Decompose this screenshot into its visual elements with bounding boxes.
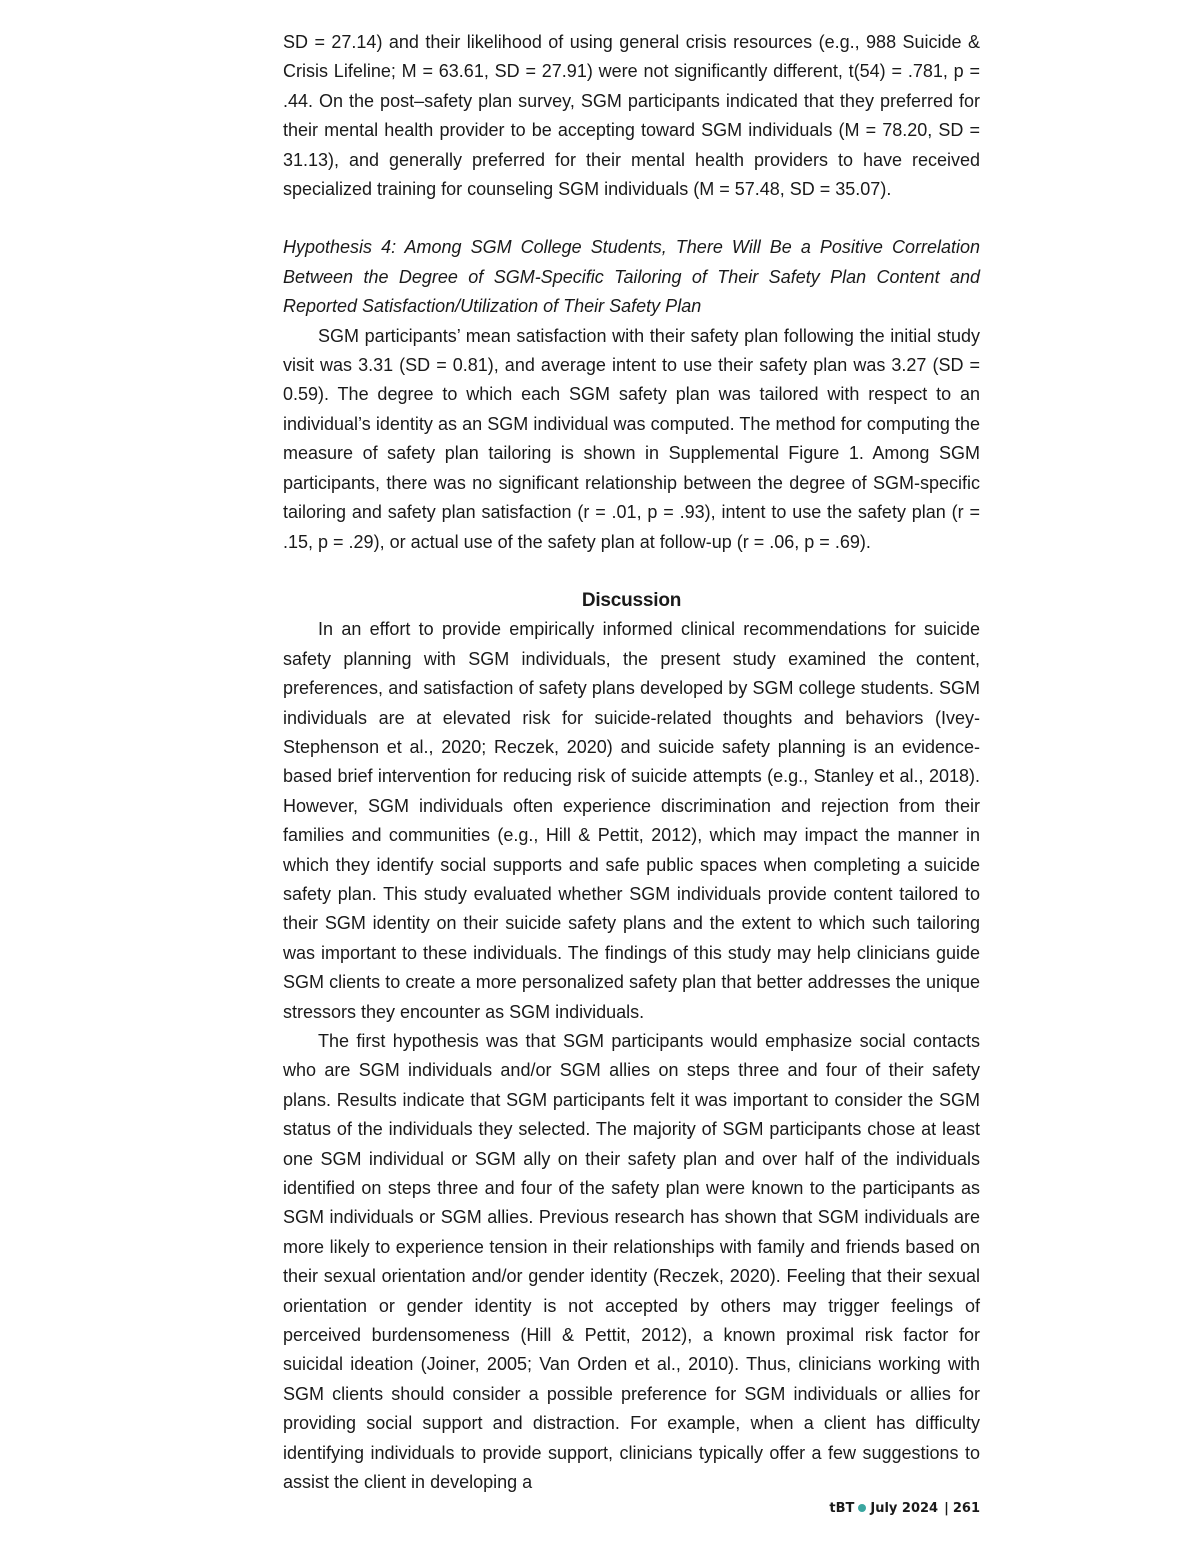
paragraph-hypothesis-4-results: SGM participants’ mean satisfaction with their safety plan following the initial study visit was 3.31 (SD = 0.81), and average intent to use their safety plan was 3.27 (SD = 0.59). The degree to which each SGM safety plan was tailored with respect to an individual’s identity as an SGM individual was computed. The method for computing the measure of safety plan tailoring is shown in Supplemental Figure 1. Among SGM participants, there was no significant relationship between the degree of SGM-specific tailoring and safety plan satisfaction (r = .01, p = .93), intent to use the safety plan (r = .15, p = .29), or actual use of the safety plan at follow-up (r = .06, p = .69). [283,325,980,552]
page-footer [829,1501,980,1516]
paragraph-discussion-hypothesis-1: The first hypothesis was that SGM participants would emphasize social contacts who are SGM individuals and/or SGM allies on steps three and four of their safety plans. Results indicate that SGM participants felt it was important to consider the SGM status of the individuals they selected. The majority of SGM participants chose at least one SGM individual or SGM ally on their safety plan and over half of the individuals identified on steps three and four of the safety plan were known to the participants as SGM individuals or SGM allies. Previous research has shown that SGM individuals are more likely to experience tension in their relationships with family and friends based on their sexual orientation and/or gender identity (Reczek, 2020). Feeling that their sexual orientation or gender identity is not accepted by others may trigger feelings of perceived burdensomeness (Hill & Pettit, 2012), a known proximal risk factor for suicidal ideation (Joiner, 2005; Van Orden et al., 2010). Thus, clinicians working with SGM clients should consider a possible preference for SGM individuals or allies for providing social support and distraction. For example, when a client has difficulty identifying individuals to provide support, clinicians typically offer a few suggestions to assist the client in developing a [283,1031,980,1493]
article-body [283,28,980,1498]
hypothesis-4-heading: Hypothesis 4: Among SGM College Students, There Will Be a Positive Correlation Between the Degree of SGM-Specific Tailoring of Their Safety Plan Content and Reported Satisfaction/Utilization of Their Safety Plan [283,237,980,317]
footer-journal-name: tBT [829,1501,855,1516]
footer-dot-icon [858,1504,866,1512]
paragraph-spacer [283,557,980,586]
footer-separator: | [944,1501,949,1516]
paragraph-spacer [283,204,980,233]
discussion-heading: Discussion [581,589,682,611]
paragraph-discussion-intro: In an effort to provide empirically informed clinical recommendations for suicide safety planning with SGM individuals, the present study examined the content, preferences, and satisfaction of safety plans developed by SGM college students. SGM individuals are at elevated risk for suicide-related thoughts and behaviors (Ivey-Stephenson et al., 2020; Reczek, 2020) and suicide safety planning is an evidence-based brief intervention for reducing risk of suicide attempts (e.g., Stanley et al., 2018). However, SGM individuals often experience discrimination and rejection from their families and communities (e.g., Hill & Pettit, 2012), which may impact the manner in which they identify social supports and safe public spaces when completing a suicide safety plan. This study evaluated whether SGM individuals provide content tailored to their SGM identity on their suicide safety plans and the extent to which such tailoring was important to these individuals. The findings of this study may help clinicians guide SGM clients to create a more personalized safety plan that better addresses the unique stressors they encounter as SGM individuals. [283,619,980,1022]
paragraph-results-continued: SD = 27.14) and their likelihood of using general crisis resources (e.g., 988 Suicide & Crisis Lifeline; M = 63.61, SD = 27.91) were not significantly different, t(54) = .781, p = .44. On the post–safety plan survey, SGM participants indicated that they preferred for their mental health provider to be accepting toward SGM individuals (M = 78.20, SD = 31.13), and generally preferred for their mental health providers to have received specialized training for counseling SGM individuals (M = 57.48, SD = 35.07). [283,32,980,200]
footer-issue-date: July 2024 [870,1501,939,1516]
footer-page-number: 261 [952,1501,980,1516]
